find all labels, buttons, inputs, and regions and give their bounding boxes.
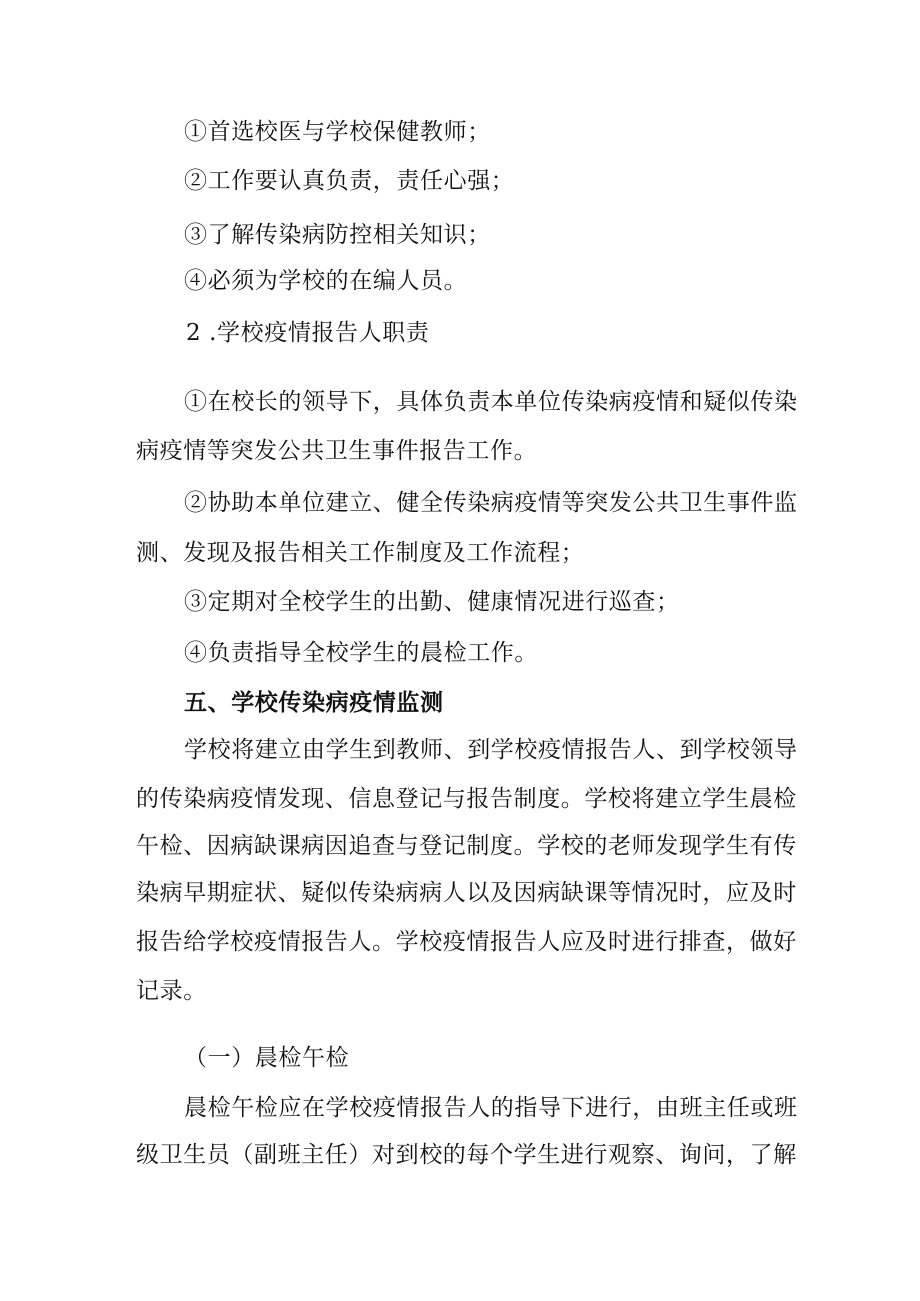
- duty-item-1-line-2: 病疫情等突发公共卫生事件报告工作。: [136, 438, 538, 464]
- subsection-1-heading: （一）晨检午检: [184, 1045, 350, 1071]
- qualification-item-3: ③了解传染病防控相关知识；: [184, 222, 491, 248]
- duty-item-1-line-1: ①在校长的领导下，具体负责本单位传染病疫情和疑似传染: [184, 389, 798, 415]
- section-5-paragraph-line-4: 染病早期症状、疑似传染病病人以及因病缺课等情况时，应及时: [136, 880, 797, 906]
- duty-item-2-line-1: ②协助本单位建立、健全传染病疫情等突发公共卫生事件监: [184, 490, 798, 516]
- qualification-item-4: ④必须为学校的在编人员。: [184, 268, 468, 294]
- section-5-paragraph-line-3: 午检、因病缺课病因追查与登记制度。学校的老师发现学生有传: [136, 833, 797, 859]
- duty-item-4: ④负责指导全校学生的晨检工作。: [184, 640, 538, 666]
- section-5-paragraph-line-5: 报告给学校疫情报告人。学校疫情报告人应及时进行排查，做好: [136, 929, 797, 955]
- subsection-1-paragraph-line-1: 晨检午检应在学校疫情报告人的指导下进行，由班主任或班: [184, 1095, 798, 1121]
- section-2-heading: 2 .学校疫情报告人职责: [186, 320, 430, 346]
- duty-item-3: ③定期对全校学生的出勤、健康情况进行巡查；: [184, 589, 680, 615]
- section-5-heading: 五、学校传染病疫情监测: [184, 689, 444, 716]
- section-5-paragraph-line-2: 的传染病疫情发现、信息登记与报告制度。学校将建立学生晨检: [136, 786, 797, 812]
- subsection-1-paragraph-line-2: 级卫生员（副班主任）对到校的每个学生进行观察、询问，了解: [136, 1142, 797, 1168]
- section-5-paragraph-line-6: 记录。: [136, 978, 207, 1004]
- duty-item-2-line-2: 测、发现及报告相关工作制度及工作流程；: [136, 540, 585, 566]
- qualification-item-2: ②工作要认真负责，责任心强；: [184, 168, 515, 194]
- section-5-paragraph-line-1: 学校将建立由学生到教师、到学校疫情报告人、到学校领导: [184, 737, 798, 763]
- qualification-item-1: ①首选校医与学校保健教师；: [184, 119, 491, 145]
